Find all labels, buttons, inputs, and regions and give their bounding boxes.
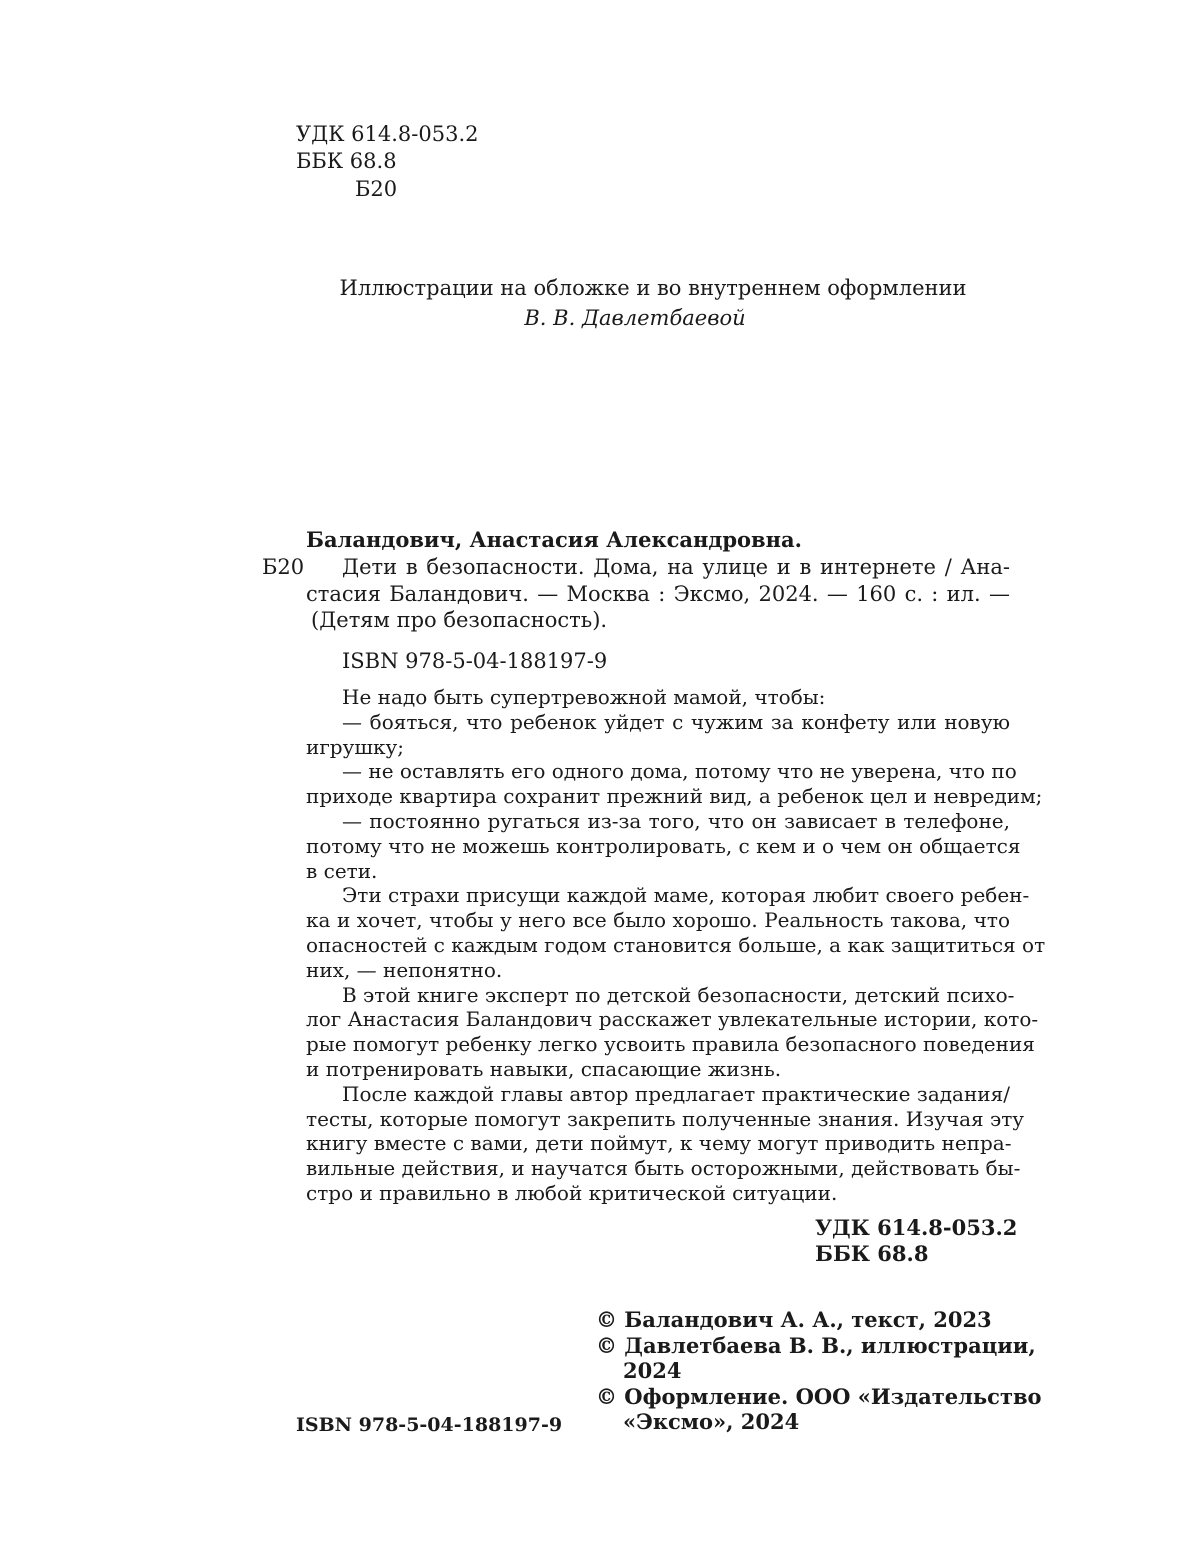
udk-top: УДК 614.8-053.2 (296, 122, 479, 146)
illustrator-name: В. В. Давлетбаевой (524, 306, 746, 330)
copyright-illustrations-year: 2024 (623, 1358, 682, 1383)
copyright-text: © Баландович А. А., текст, 2023 (596, 1307, 992, 1332)
author-sign-top: Б20 (355, 177, 398, 201)
annotation-line: книгу вместе с вами, дети поймут, к чему могут приводить непра- (306, 1131, 1012, 1156)
annotation-line: стро и правильно в любой критической ситуации. (306, 1180, 838, 1205)
copyright-design: © Оформление. ООО «Издательство (596, 1384, 1042, 1409)
annotation-line: ка и хочет, чтобы у него все было хорошо. Реальность такова, что (306, 908, 1010, 933)
annotation-line: — постоянно ругаться из-за того, что он зависает в телефоне, (342, 808, 1010, 833)
bbk-bottom: ББК 68.8 (815, 1241, 929, 1266)
copyright-illustrations: © Давлетбаева В. В., иллюстрации, (596, 1333, 1036, 1358)
annotation-line: в сети. (306, 858, 378, 883)
annotation-line: них, — непонятно. (306, 957, 503, 982)
title-line-3: (Детям про безопасность). (311, 608, 608, 632)
annotation-line: — бояться, что ребенок уйдет с чужим за конфету или новую (342, 709, 1010, 734)
annotation-line: и потренировать навыки, спасающие жизнь. (306, 1056, 782, 1081)
udk-bottom: УДК 614.8-053.2 (815, 1215, 1018, 1240)
annotation-line: После каждой главы автор предлагает практические задания/ (342, 1081, 1010, 1106)
annotation-line: приходе квартира сохранит прежний вид, а ребенок цел и невредим; (306, 784, 1043, 809)
annotation-line: В этой книге эксперт по детской безопасности, детский психо- (342, 982, 1015, 1007)
annotation (306, 685, 1046, 1206)
author-heading: Баландович, Анастасия Александровна. (306, 527, 802, 552)
copyright-design-publisher: «Эксмо», 2024 (623, 1409, 800, 1434)
annotation-line: вильные действия, и научатся быть осторожными, действовать бы- (306, 1156, 1021, 1181)
illustrations-credit: Иллюстрации на обложке и во внутреннем оформлении (339, 276, 967, 300)
annotation-line: потому что не можешь контролировать, с кем и о чем он общается (306, 833, 1021, 858)
annotation-line: — не оставлять его одного дома, потому что не уверена, что по (342, 759, 1017, 784)
isbn-record: ISBN 978-5-04-188197-9 (342, 649, 608, 673)
title-line-1: Дети в безопасности. Дома, на улице и в интернете / Ана- (342, 555, 1010, 579)
annotation-line: рые помогут ребенку легко усвоить правила безопасного поведения (306, 1032, 1035, 1057)
title-line-2: стасия Баландович. — Москва : Эксмо, 2024. — 160 с. : ил. — (306, 582, 1010, 606)
isbn-bottom: ISBN 978-5-04-188197-9 (296, 1414, 563, 1436)
author-sign: Б20 (262, 555, 305, 579)
annotation-line: лог Анастасия Баландович расскажет увлекательные истории, кото- (306, 1007, 1039, 1032)
annotation-line: опасностей с каждым годом становится больше, а как защититься от (306, 932, 1046, 957)
annotation-line: Эти страхи присущи каждой маме, которая любит своего ребен- (342, 883, 1030, 908)
annotation-line: тесты, которые помогут закрепить полученные знания. Изучая эту (306, 1106, 1025, 1131)
bbk-top: ББК 68.8 (296, 149, 397, 173)
annotation-line: игрушку; (306, 734, 404, 759)
annotation-line: Не надо быть супертревожной мамой, чтобы: (342, 685, 826, 709)
